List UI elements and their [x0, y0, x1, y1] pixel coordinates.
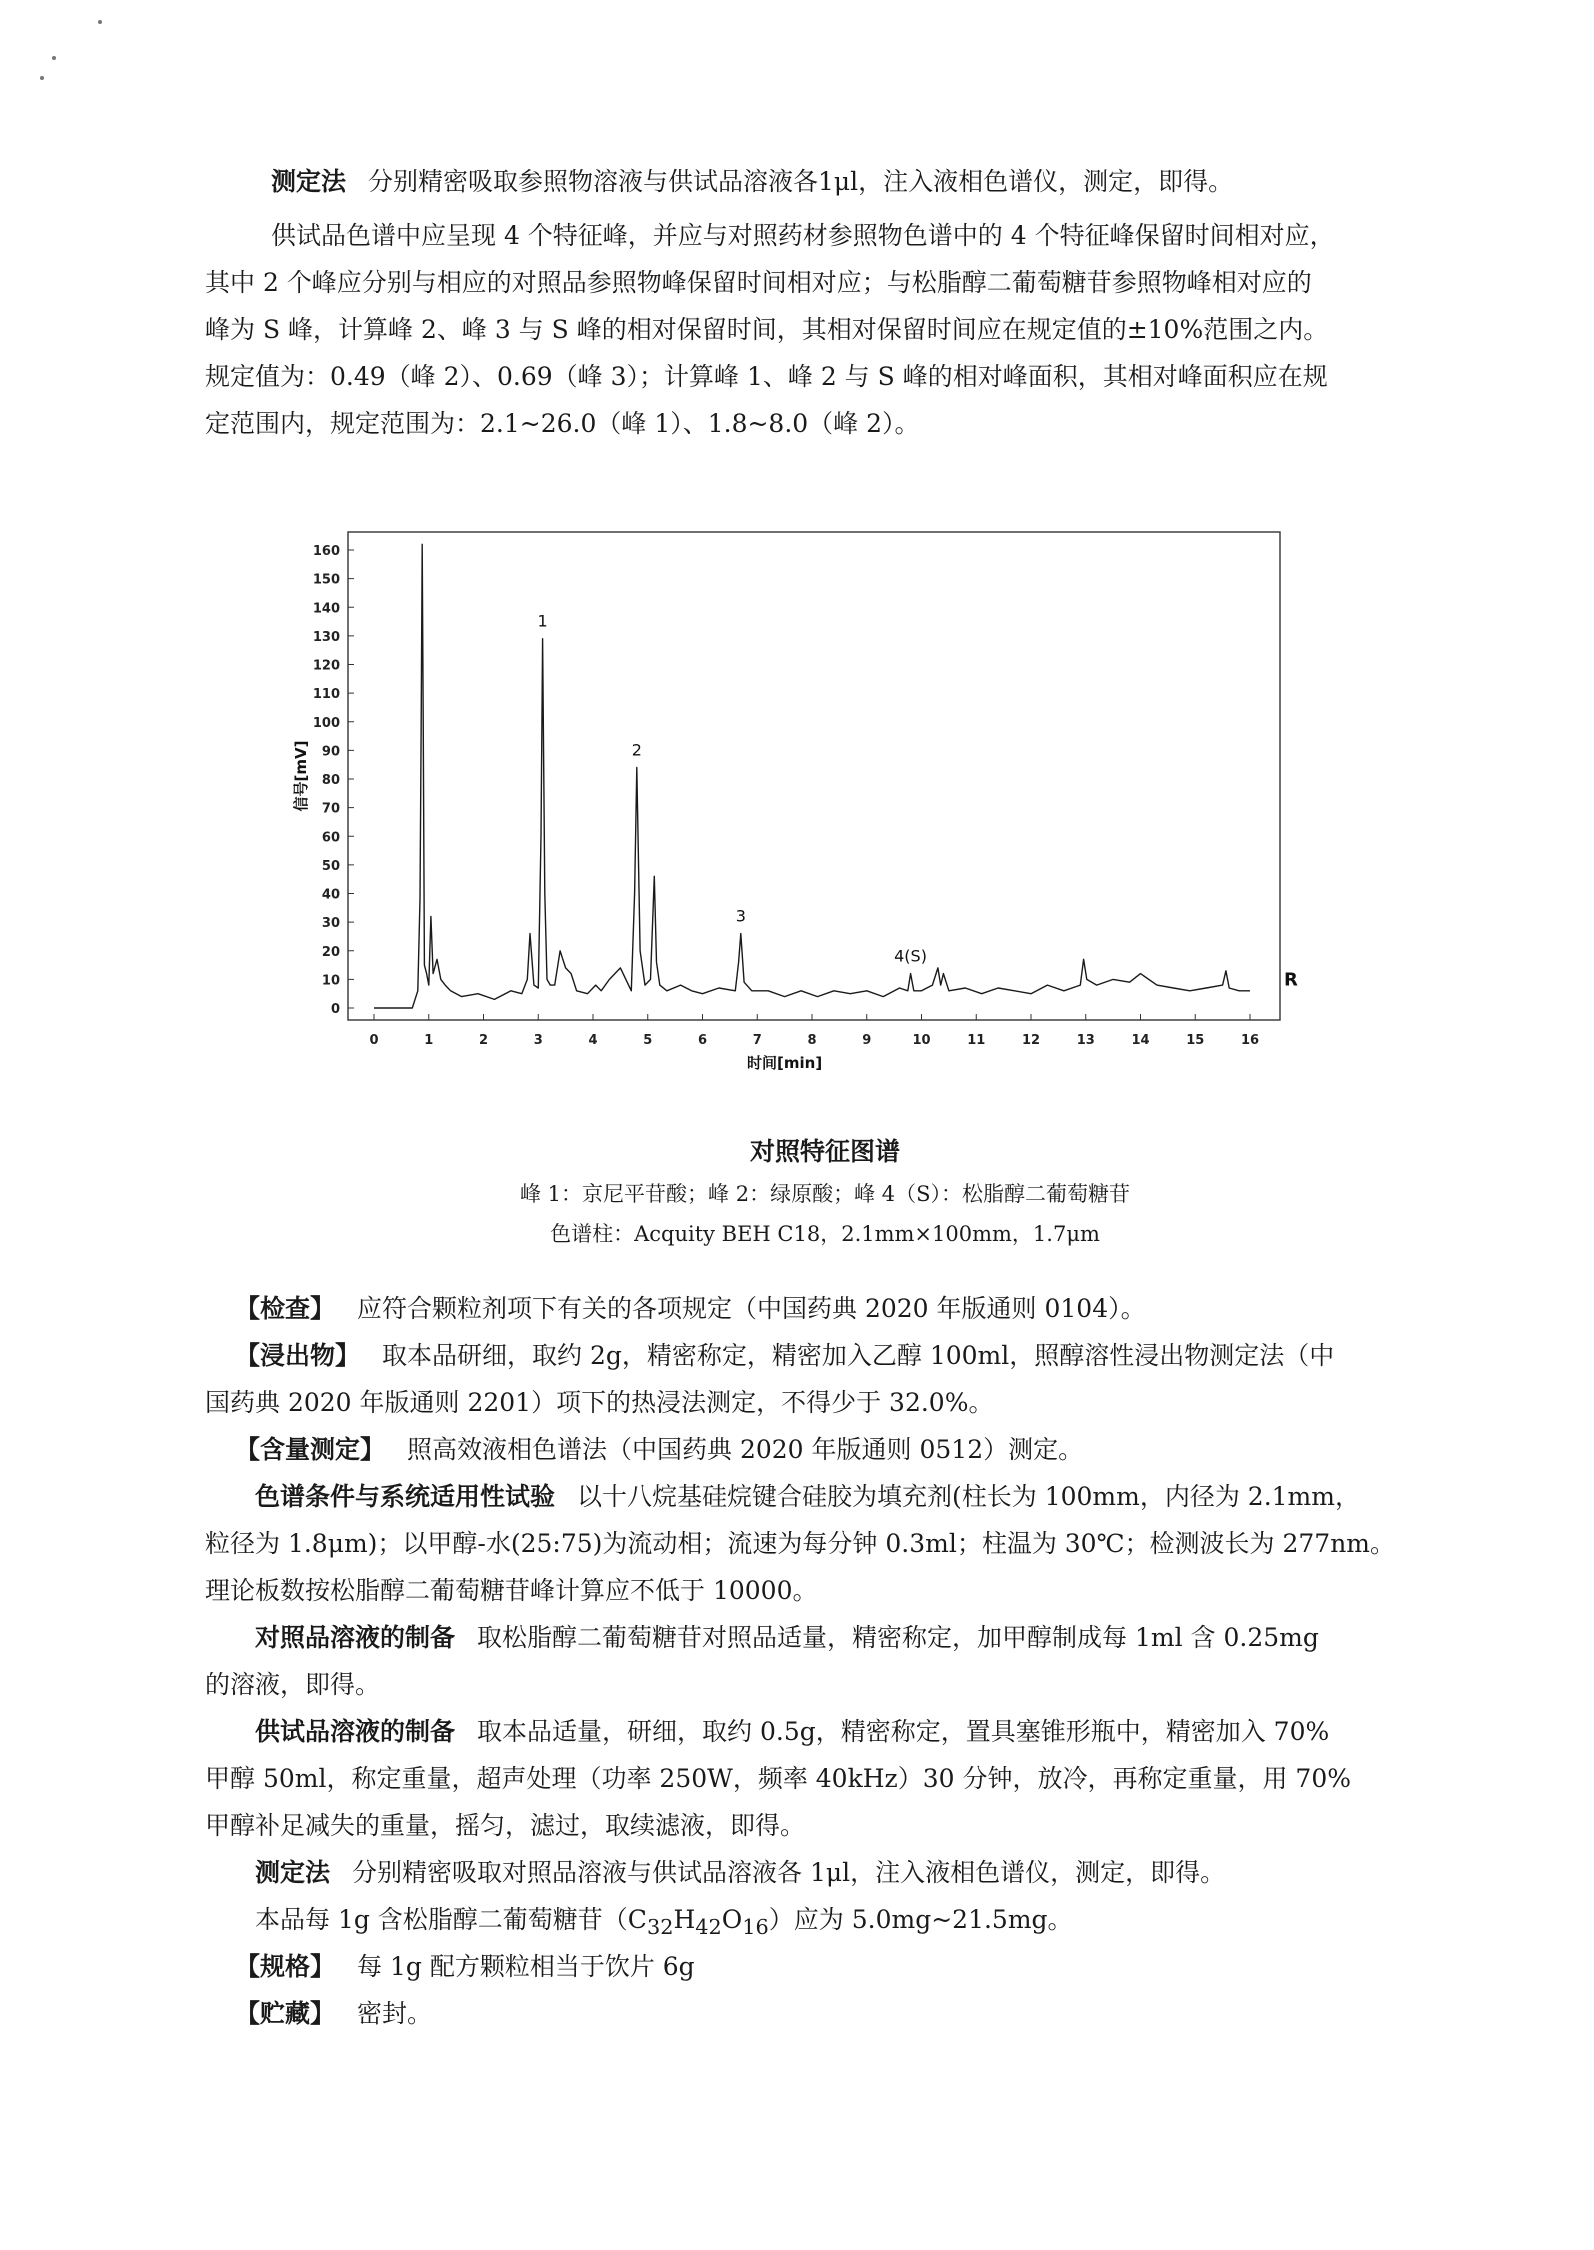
chart-caption-line-2: 色谱柱：Acquity BEH C18，2.1mm×100mm，1.7μm	[550, 1222, 1100, 1246]
x-tick-label: 7	[752, 1033, 762, 1048]
x-tick-label: 5	[643, 1033, 653, 1048]
y-tick-label: 0	[330, 1002, 340, 1017]
y-tick-label: 110	[312, 687, 340, 703]
x-tick-label: 6	[697, 1033, 708, 1048]
x-tick-label: 2	[478, 1033, 489, 1048]
spec-line-2: 其中 2 个峰应分别与相应的对照品参照物峰保留时间相对应；与松脂醇二葡萄糖苷参照物峰相对应的	[205, 268, 1312, 297]
y-tick-label: 30	[321, 916, 340, 932]
x-tick-label: 9	[862, 1033, 872, 1048]
method-text-1: 分别精密吸取参照物溶液与供试品溶液各1μl，注入液相色谱仪，测定，即得。	[368, 167, 1234, 196]
storage-label: 【贮藏】	[235, 1999, 336, 2028]
method-label-2: 测定法	[255, 1858, 331, 1887]
spec-line-1: 供试品色谱中应呈现 4 个特征峰，并应与对照药材参照物色谱中的 4 个特征峰保留时间相对应，	[271, 221, 1335, 250]
y-tick-label: 50	[321, 858, 340, 874]
x-axis-label: 时间[min]	[747, 1054, 823, 1072]
reference-prep-text-1: 取松脂醇二葡萄糖苷对照品适量，精密称定，加甲醇制成每 1ml 含 0.25mg	[477, 1623, 1319, 1652]
x-tick-label: 8	[807, 1033, 817, 1048]
spec-line-4: 规定值为：0.49（峰 2）、0.69（峰 3）；计算峰 1、峰 2 与 S 峰的相对峰面积，其相对峰面积应在规	[205, 362, 1328, 391]
assay-text: 照高效液相色谱法（中国药典 2020 年版通则 0512）测定。	[407, 1435, 1084, 1464]
extract-label: 【浸出物】	[235, 1341, 361, 1370]
method-label-1: 测定法	[271, 167, 347, 196]
chromatogram-trace	[374, 544, 1250, 1008]
method-text-2: 分别精密吸取对照品溶液与供试品溶液各 1μl，注入液相色谱仪，测定，即得。	[352, 1858, 1226, 1887]
y-tick-label: 100	[312, 715, 340, 731]
peak-label: 1	[537, 611, 548, 631]
x-tick-label: 4	[588, 1033, 598, 1048]
check-label: 【检查】	[235, 1294, 336, 1323]
y-tick-label: 160	[312, 544, 340, 559]
sample-prep-paragraph	[205, 1708, 1445, 1849]
chart-caption-title: 对照特征图谱	[749, 1137, 900, 1166]
scan-speck	[52, 56, 56, 60]
plot-frame	[348, 532, 1280, 1020]
y-tick-label: 130	[312, 629, 340, 645]
peak-label: 4(S)	[894, 946, 927, 966]
y-tick-label: 70	[321, 801, 340, 817]
y-tick-label: 150	[312, 572, 340, 588]
extract-text-1: 取本品研细，取约 2g，精密称定，精密加入乙醇 100ml，照醇溶性浸出物测定法（中	[382, 1341, 1335, 1370]
chromatogram-chart	[290, 520, 1300, 1080]
x-tick-label: 1	[424, 1033, 434, 1048]
spec-text: 每 1g 配方颗粒相当于饮片 6g	[357, 1952, 695, 1981]
storage-paragraph	[205, 1990, 1445, 2037]
x-tick-label: 14	[1131, 1033, 1150, 1048]
reference-prep-label: 对照品溶液的制备	[255, 1623, 456, 1652]
y-tick-label: 10	[321, 973, 340, 989]
reference-prep-paragraph	[205, 1614, 1445, 1708]
storage-text: 密封。	[357, 1999, 433, 2028]
series-label: R	[1284, 969, 1298, 991]
x-tick-label: 15	[1186, 1033, 1205, 1048]
extract-paragraph	[205, 1332, 1445, 1426]
x-tick-label: 13	[1076, 1033, 1095, 1048]
conditions-text-1: 以十八烷基硅烷键合硅胶为填充剂(柱长为 100mm，内径为 2.1mm，	[577, 1482, 1360, 1511]
x-tick-label: 3	[533, 1033, 543, 1048]
sample-prep-text-2: 甲醇 50ml，称定重量，超声处理（功率 250W，频率 40kHz）30 分钟，放冷，再称定重量，用 70%	[205, 1764, 1351, 1793]
spec-paragraph	[205, 212, 1445, 447]
x-tick-label: 12	[1021, 1033, 1041, 1048]
y-tick-label: 60	[321, 830, 340, 846]
spec-label: 【规格】	[235, 1952, 336, 1981]
scan-speck	[40, 76, 44, 80]
peak-label: 3	[735, 906, 746, 926]
reference-prep-text-2: 的溶液，即得。	[205, 1670, 381, 1699]
x-tick-label: 10	[912, 1033, 931, 1048]
conditions-label: 色谱条件与系统适用性试验	[255, 1482, 556, 1511]
conditions-text-3: 理论板数按松脂醇二葡萄糖苷峰计算应不低于 10000。	[205, 1576, 818, 1605]
extract-text-2: 国药典 2020 年版通则 2201）项下的热浸法测定，不得少于 32.0%。	[205, 1388, 994, 1417]
x-tick-label: 0	[369, 1033, 379, 1048]
assay-label: 【含量测定】	[235, 1435, 386, 1464]
check-text: 应符合颗粒剂项下有关的各项规定（中国药典 2020 年版通则 0104）。	[357, 1294, 1146, 1323]
y-axis-label: 信号[mV]	[292, 740, 310, 812]
conditions-paragraph	[205, 1473, 1445, 1614]
chart-caption-line-1: 峰 1：京尼平苷酸；峰 2：绿原酸；峰 4（S）：松脂醇二葡萄糖苷	[520, 1182, 1130, 1206]
x-tick-label: 11	[967, 1033, 986, 1048]
content-text: 本品每 1g 含松脂醇二葡萄糖苷$(C_{32}H_{42}O_{16})$应为 5.0mg~21.5mg。	[255, 1905, 1073, 1939]
method-paragraph-1	[205, 158, 1445, 205]
peak-label: 2	[631, 740, 642, 760]
scan-speck	[98, 20, 102, 24]
spec-line-5: 定范围内，规定范围为：2.1~26.0（峰 1）、1.8~8.0（峰 2）。	[205, 409, 920, 438]
y-tick-label: 80	[321, 773, 340, 788]
y-tick-label: 90	[321, 744, 340, 760]
check-paragraph	[205, 1285, 1445, 1332]
spec-line-3: 峰为 S 峰，计算峰 2、峰 3 与 S 峰的相对保留时间，其相对保留时间应在规定值的±10%范围之内。	[205, 315, 1329, 344]
y-tick-label: 140	[312, 601, 340, 617]
assay-paragraph	[205, 1426, 1445, 1473]
method-paragraph-2	[205, 1849, 1445, 1896]
y-tick-label: 40	[321, 887, 340, 903]
spec-size-paragraph	[205, 1943, 1445, 1990]
y-tick-label: 120	[312, 658, 340, 674]
sample-prep-text-3: 甲醇补足减失的重量，摇匀，滤过，取续滤液，即得。	[205, 1811, 806, 1840]
y-tick-label: 20	[321, 944, 340, 960]
sample-prep-label: 供试品溶液的制备	[255, 1717, 456, 1746]
x-tick-label: 16	[1240, 1033, 1260, 1048]
conditions-text-2: 粒径为 1.8μm)；以甲醇-水(25:75)为流动相；流速为每分钟 0.3ml；柱温为 30℃；检测波长为 277nm。	[205, 1529, 1396, 1558]
sample-prep-text-1: 取本品适量，研细，取约 0.5g，精密称定，置具塞锥形瓶中，精密加入 70%	[477, 1717, 1330, 1746]
